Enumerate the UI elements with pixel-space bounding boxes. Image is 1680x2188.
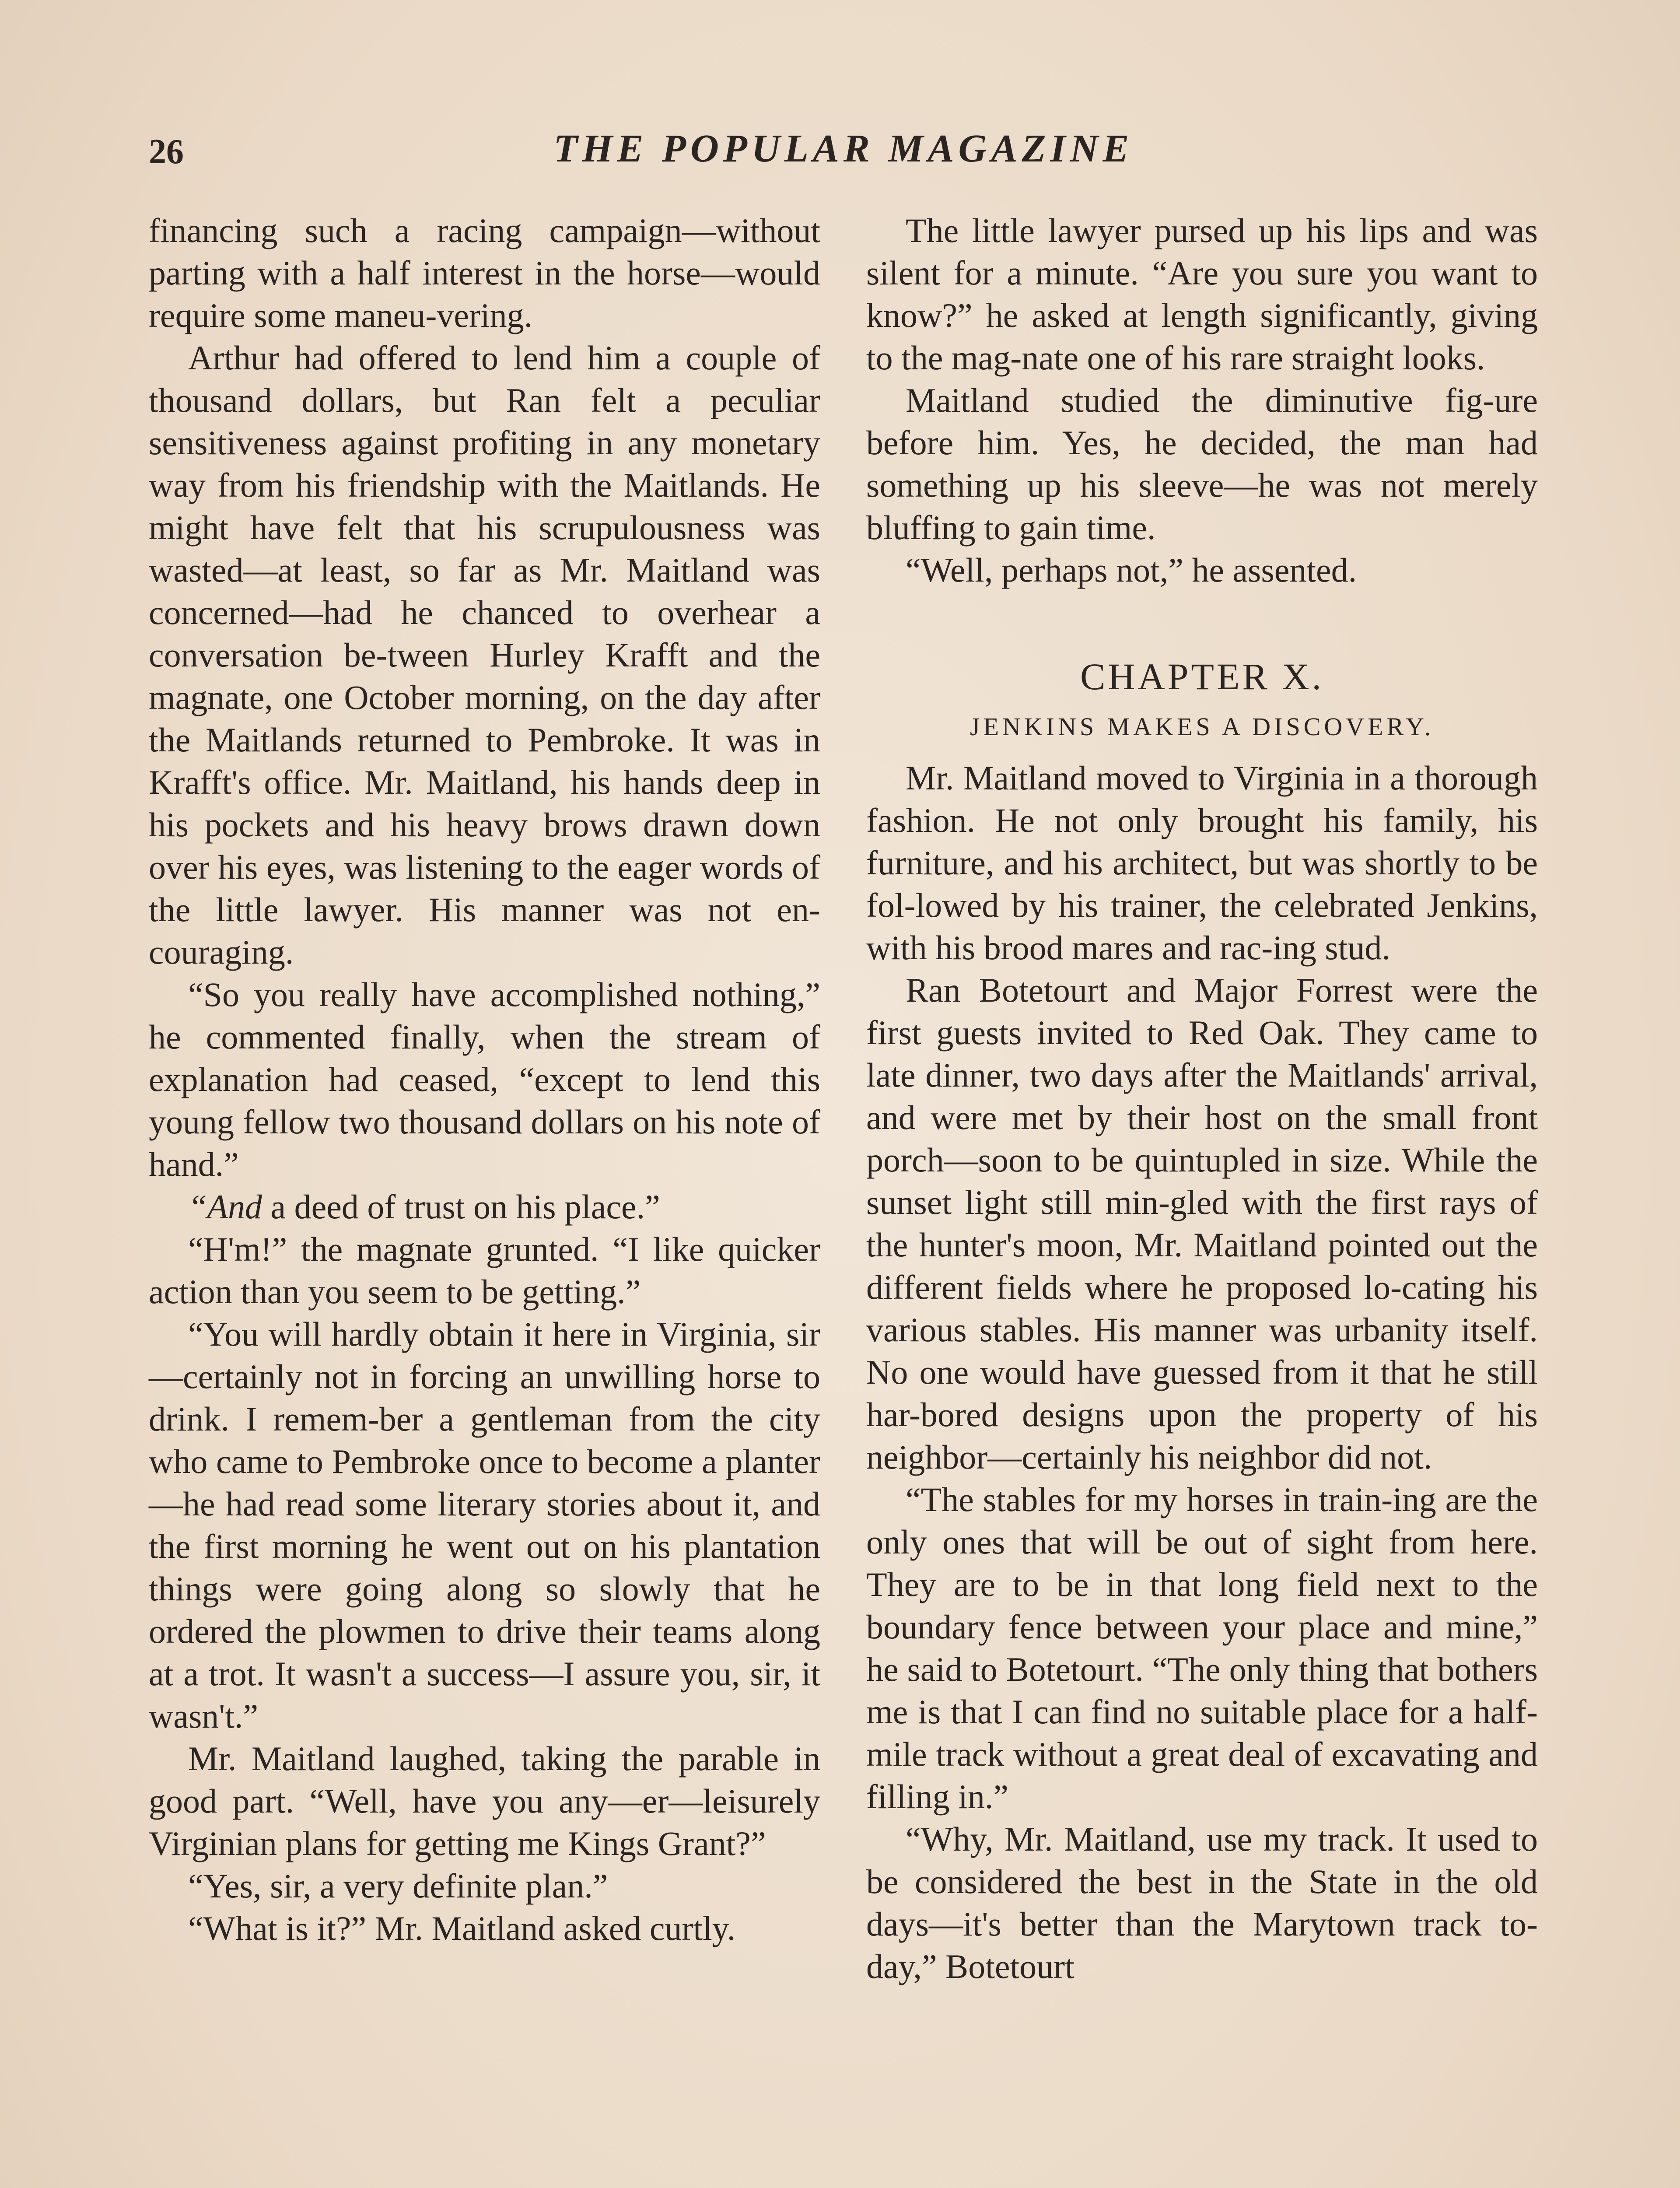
paragraph: financing such a racing campaign—without parting with a half interest in the horse—would require some maneu-vering. <box>149 211 820 334</box>
paragraph: Maitland studied the diminutive fig-ure before him. Yes, he decided, the man had something up his sleeve—he was not merely bluffing to gain time. <box>866 381 1538 547</box>
running-head <box>149 126 1538 174</box>
paragraph: Arthur had offered to lend him a couple of thousand dollars, but Ran felt a peculiar sensitiveness against profiting in any monetary way from his friendship with the Maitlands. He might have felt that his scrupulousness was wasted—at least, so far as Mr. Maitland was concerned—had he chanced to overhear a conversation be-tween Hurley Krafft and the magnate, one October morning, on the day after the Maitlands returned to Pembroke. It was in Krafft's office. Mr. Maitland, his hands deep in his pockets and his heavy brows drawn down over his eyes, was listening to the eager words of the little lawyer. His manner was not en-couraging. <box>149 339 820 971</box>
paragraph: “The stables for my horses in train-ing are the only ones that will be out of sight from here. They are to be in that long field next to the boundary fence between your place and mine,” he said to Botetourt. “The only thing that bothers me is that I can find no suitable place for a half-mile track without a great deal of excavating and filling in.” <box>866 1480 1538 1816</box>
magazine-title: THE POPULAR MAGAZINE <box>553 127 1134 170</box>
paragraph: “Well, perhaps not,” he assented. <box>906 551 1357 589</box>
paragraph-text: a deed of trust on his place.” <box>262 1188 660 1226</box>
right-column <box>866 209 1538 1988</box>
paragraph: Mr. Maitland moved to Virginia in a thorough fashion. He not only brought his family, his furniture, and his architect, but was shortly to be fol-lowed by his trainer, the celebrated Jenkins, with his brood mares and rac-ing stud. <box>866 759 1538 967</box>
paragraph: Mr. Maitland laughed, taking the parable in good part. “Well, have you any—er—leisurely Virginian plans for getting me Kings Grant?” <box>149 1739 820 1862</box>
paragraph: “Yes, sir, a very definite plan.” <box>188 1867 608 1905</box>
chapter-heading: CHAPTER X. <box>1080 656 1324 698</box>
paragraph: The little lawyer pursed up his lips and was silent for a minute. “Are you sure you want to know?” he asked at length significantly, giving to the mag-nate one of his rare straight looks. <box>866 211 1538 377</box>
chapter-subtitle: JENKINS MAKES A DISCOVERY. <box>970 712 1434 741</box>
emphasis-text: “And <box>188 1188 262 1226</box>
paragraph: “H'm!” the magnate grunted. “I like quicker action than you seem to be getting.” <box>149 1230 820 1311</box>
paragraph <box>149 1185 820 1228</box>
left-column <box>149 209 820 1950</box>
paragraph: Ran Botetourt and Major Forrest were the first guests invited to Red Oak. They came to late dinner, two days after the Maitlands' arrival, and were met by their host on the small front porch—soon to be quintupled in size. While the sunset light still min-gled with the first rays of the hunter's moon, Mr. Maitland pointed out the different fields where he proposed lo-cating his various stables. His manner was urbanity itself. No one would have guessed from it that he still har-bored designs upon the property of his neighbor—certainly his neighbor did not. <box>866 971 1538 1476</box>
page-number: 26 <box>149 133 184 171</box>
paragraph: “Why, Mr. Maitland, use my track. It used to be considered the best in the State in the old days—it's better than the Marytown track to-day,” Botetourt <box>866 1820 1538 1985</box>
paragraph: “So you really have accomplished nothing,” he commented finally, when the stream of explanation had ceased, “except to lend this young fellow two thousand dollars on his note of hand.” <box>149 975 820 1183</box>
paragraph: “What is it?” Mr. Maitland asked curtly. <box>188 1909 736 1947</box>
paragraph: “You will hardly obtain it here in Virginia, sir—certainly not in forcing an unwilling horse to drink. I remem-ber a gentleman from the city who came to Pembroke once to become a planter—he had read some literary stories about it, and the first morning he went out on his plantation things were going along so slowly that he ordered the plowmen to drive their teams along at a trot. It wasn't a success—I assure you, sir, it wasn't.” <box>149 1315 820 1735</box>
